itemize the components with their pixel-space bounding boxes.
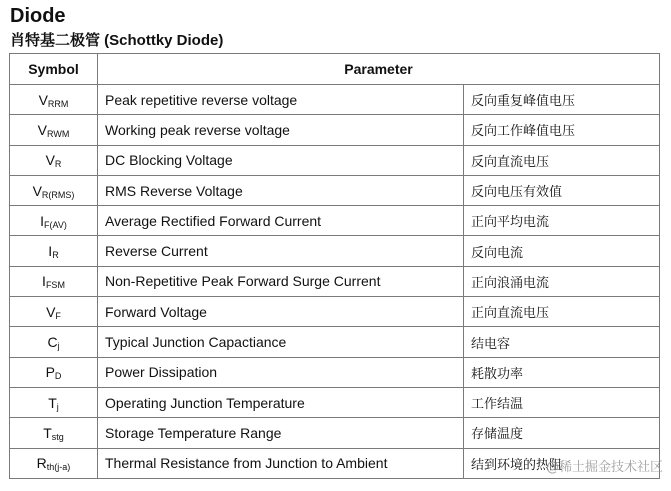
parameter-english-cell: DC Blocking Voltage bbox=[98, 145, 464, 175]
symbol-subscript: R bbox=[52, 250, 59, 261]
symbol-cell bbox=[10, 418, 98, 448]
symbol-letter: C bbox=[47, 334, 58, 351]
symbol-letter: T bbox=[48, 394, 57, 411]
parameter-english-cell: Typical Junction Capactiance bbox=[98, 327, 464, 357]
symbol-cell bbox=[10, 357, 98, 387]
parameter-english-cell: Average Rectified Forward Current bbox=[98, 206, 464, 236]
symbol-cell bbox=[10, 448, 98, 478]
symbol-subscript: F bbox=[55, 310, 61, 321]
page-title: Diode bbox=[10, 5, 66, 27]
table-row bbox=[10, 85, 660, 115]
symbol-letter: R bbox=[36, 455, 47, 472]
parameter-chinese-cell: 存储温度 bbox=[464, 418, 660, 448]
parameter-chinese-cell: 反向直流电压 bbox=[464, 145, 660, 175]
page-subtitle: 肖特基二极管 (Schottky Diode) bbox=[10, 32, 224, 49]
symbol-letter: T bbox=[43, 424, 52, 441]
diode-parameter-table bbox=[9, 53, 660, 479]
parameter-column-header: Parameter bbox=[98, 54, 660, 85]
symbol-cell bbox=[10, 387, 98, 417]
symbol-cell bbox=[10, 236, 98, 266]
symbol-letter: P bbox=[45, 364, 55, 381]
symbol-subscript: R(RMS) bbox=[41, 189, 75, 200]
table-row bbox=[10, 387, 660, 417]
parameter-english-cell: Non-Repetitive Peak Forward Surge Current bbox=[98, 266, 464, 296]
symbol-cell bbox=[10, 266, 98, 296]
table-body bbox=[10, 85, 660, 479]
parameter-chinese-cell: 正向平均电流 bbox=[464, 206, 660, 236]
parameter-chinese-cell: 工作结温 bbox=[464, 387, 660, 417]
parameter-chinese-cell: 反向电压有效值 bbox=[464, 175, 660, 205]
parameter-chinese-cell: 耗散功率 bbox=[464, 357, 660, 387]
symbol-cell bbox=[10, 206, 98, 236]
parameter-english-cell: RMS Reverse Voltage bbox=[98, 175, 464, 205]
table-row bbox=[10, 175, 660, 205]
table-row bbox=[10, 115, 660, 145]
table-row bbox=[10, 297, 660, 327]
symbol-letter: I bbox=[40, 212, 45, 229]
symbol-subscript: j bbox=[56, 401, 59, 412]
table-row bbox=[10, 418, 660, 448]
symbol-letter: I bbox=[42, 273, 46, 290]
parameter-english-cell: Operating Junction Temperature bbox=[98, 387, 464, 417]
symbol-subscript: RWM bbox=[47, 128, 70, 139]
parameter-chinese-cell: 结电容 bbox=[464, 327, 660, 357]
parameter-english-cell: Thermal Resistance from Junction to Ambient bbox=[98, 448, 464, 478]
parameter-english-cell: Forward Voltage bbox=[98, 297, 464, 327]
symbol-letter: V bbox=[32, 182, 42, 199]
watermark: @稀土掘金技术社区 bbox=[545, 460, 663, 475]
symbol-cell bbox=[10, 327, 98, 357]
symbol-cell bbox=[10, 297, 98, 327]
symbol-cell bbox=[10, 115, 98, 145]
table-row bbox=[10, 145, 660, 175]
symbol-letter: V bbox=[46, 303, 56, 320]
symbol-subscript: stg bbox=[51, 431, 64, 442]
symbol-letter: I bbox=[48, 243, 53, 260]
symbol-cell bbox=[10, 85, 98, 115]
parameter-chinese-cell: 反向工作峰值电压 bbox=[464, 115, 660, 145]
symbol-subscript: R bbox=[54, 159, 62, 170]
table-row bbox=[10, 357, 660, 387]
parameter-english-cell: Working peak reverse voltage bbox=[98, 115, 464, 145]
parameter-english-cell: Power Dissipation bbox=[98, 357, 464, 387]
table-row bbox=[10, 266, 660, 296]
parameter-english-cell: Storage Temperature Range bbox=[98, 418, 464, 448]
parameter-chinese-cell: 正向浪涌电流 bbox=[464, 266, 660, 296]
symbol-subscript: j bbox=[57, 341, 60, 352]
symbol-letter: V bbox=[37, 121, 47, 138]
symbol-subscript: RRM bbox=[47, 98, 69, 109]
parameter-english-cell: Peak repetitive reverse voltage bbox=[98, 85, 464, 115]
symbol-subscript: th(j-a) bbox=[46, 462, 71, 473]
parameter-english-cell: Reverse Current bbox=[98, 236, 464, 266]
table-row bbox=[10, 206, 660, 236]
symbol-cell bbox=[10, 175, 98, 205]
table-row bbox=[10, 327, 660, 357]
symbol-cell bbox=[10, 145, 98, 175]
table-row bbox=[10, 236, 660, 266]
parameter-chinese-cell: 反向重复峰值电压 bbox=[464, 85, 660, 115]
symbol-column-header: Symbol bbox=[10, 54, 98, 85]
table-header-row bbox=[10, 54, 660, 85]
symbol-subscript: FSM bbox=[45, 280, 65, 291]
parameter-chinese-cell: 正向直流电压 bbox=[464, 297, 660, 327]
symbol-subscript: D bbox=[54, 371, 62, 382]
symbol-letter: V bbox=[45, 152, 55, 169]
symbol-letter: V bbox=[38, 91, 48, 108]
parameter-chinese-cell: 反向电流 bbox=[464, 236, 660, 266]
parameter-chinese-cell: 结到环境的热阻 bbox=[464, 448, 660, 478]
symbol-subscript: F(AV) bbox=[44, 219, 67, 230]
